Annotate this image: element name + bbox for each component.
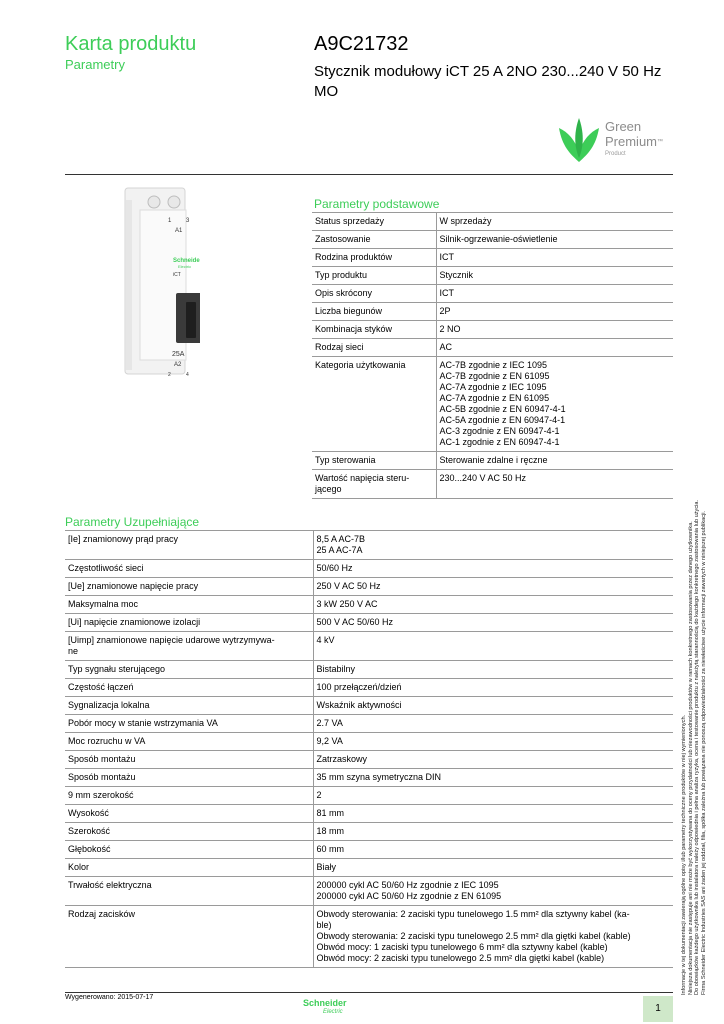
param-name: [Ue] znamionowe napięcie pracy <box>65 578 313 596</box>
extra-param-row <box>65 531 673 560</box>
param-value: Obwody sterowania: 2 zaciski typu tunelowego 1.5 mm² dla sztywny kabel (ka- ble) Obwody sterowania: 2 zaciski typu tunelowego 2.5 mm² dla giętki kabel (kable) Obwód mocy: 1 zaciski typu tunelowego 6 mm² dla sztywny kabel (kable) Obwód mocy: 2 zaciski typu tunelowego 2.5 mm² dla giętki kabel (kable) <box>313 906 673 968</box>
param-name: 9 mm szerokość <box>65 787 313 805</box>
param-value: W sprzedaży <box>436 213 673 231</box>
green-premium-line1: Green <box>605 119 642 134</box>
basic-param-row <box>312 231 673 249</box>
terminal-screw-icon <box>148 196 160 208</box>
param-value: 60 mm <box>313 841 673 859</box>
param-value: 200000 cykl AC 50/60 Hz zgodnie z IEC 1095 200000 cykl AC 50/60 Hz zgodnie z EN 61095 <box>313 877 673 906</box>
header-divider <box>65 174 673 175</box>
footer-brand: Schneider <box>303 998 347 1008</box>
param-value: 250 V AC 50 Hz <box>313 578 673 596</box>
image-model: iCT <box>173 272 181 278</box>
leaf-icon <box>556 114 602 164</box>
param-value: 81 mm <box>313 805 673 823</box>
basic-params-title: Parametry podstawowe <box>314 197 440 211</box>
generated-date: Wygenerowano: 2015-07-17 <box>65 994 154 1001</box>
param-value: Stycznik <box>436 267 673 285</box>
terminal-label: 3 <box>186 218 190 224</box>
extra-param-row <box>65 823 673 841</box>
param-value: 50/60 Hz <box>313 560 673 578</box>
extra-param-row <box>65 906 673 968</box>
param-name: Wysokość <box>65 805 313 823</box>
extra-param-row <box>65 805 673 823</box>
disclaimer-line: Informacje w tej dokumentacji zawierają ogólne opisy i/lub parametry techniczne produktów w niej wymienionych. <box>681 714 687 995</box>
param-name: Status sprzedaży <box>312 213 436 231</box>
param-name: Kolor <box>65 859 313 877</box>
basic-param-row <box>312 303 673 321</box>
param-value: 2 <box>313 787 673 805</box>
param-name: Rodzaj zacisków <box>65 906 313 968</box>
param-name: Typ sygnału sterującego <box>65 661 313 679</box>
basic-param-row <box>312 357 673 452</box>
basic-param-row <box>312 267 673 285</box>
param-value: 18 mm <box>313 823 673 841</box>
param-name: Maksymalna moc <box>65 596 313 614</box>
param-value: ICT <box>436 285 673 303</box>
extra-param-row <box>65 787 673 805</box>
extra-param-row <box>65 614 673 632</box>
extra-param-row <box>65 578 673 596</box>
extra-params-title: Parametry Uzupełniające <box>65 515 200 529</box>
param-value: Silnik-ogrzewanie-oświetlenie <box>436 231 673 249</box>
extra-param-row <box>65 697 673 715</box>
param-name: Typ sterowania <box>312 452 436 470</box>
extra-param-row <box>65 560 673 578</box>
extra-param-row <box>65 751 673 769</box>
green-premium-word: Premium <box>605 134 658 149</box>
image-brand: Schneider <box>173 258 200 264</box>
param-name: Wartość napięcia steru- jącego <box>312 470 436 499</box>
param-value: 8,5 A AC-7B 25 A AC-7A <box>313 531 673 560</box>
param-name: Rodzaj sieci <box>312 339 436 357</box>
extra-param-row <box>65 859 673 877</box>
terminal-label: 2 <box>168 372 171 378</box>
image-rating: 25A <box>172 351 185 358</box>
param-value: 230...240 V AC 50 Hz <box>436 470 673 499</box>
extra-param-row <box>65 877 673 906</box>
extra-param-row <box>65 679 673 697</box>
extra-params-table <box>65 530 673 968</box>
side-disclaimer <box>681 295 707 995</box>
param-value: 500 V AC 50/60 Hz <box>313 614 673 632</box>
param-value: 4 kV <box>313 632 673 661</box>
param-value: 3 kW 250 V AC <box>313 596 673 614</box>
param-value: Biały <box>313 859 673 877</box>
param-name: [Ie] znamionowy prąd pracy <box>65 531 313 560</box>
param-name: Sposób montażu <box>65 751 313 769</box>
param-value: Bistabilny <box>313 661 673 679</box>
extra-param-row <box>65 661 673 679</box>
extra-param-row <box>65 596 673 614</box>
green-premium-tm: ™ <box>657 139 664 145</box>
disclaimer-line: Firma Schneider Electric Industries SAS ani żaden jej oddział, filia, spółka zależna lub powiązana nie ponoszą odpowiedzialności za niewłaściwe użycie informacji zawartych w niniejszej publikacji. <box>700 510 707 995</box>
product-reference: A9C21732 <box>314 33 409 55</box>
param-name: [Ui] napięcie znamionowe izolacji <box>65 614 313 632</box>
product-image <box>120 180 200 380</box>
param-value: ICT <box>436 249 673 267</box>
param-value: 9,2 VA <box>313 733 673 751</box>
param-value: 100 przełączeń/dzień <box>313 679 673 697</box>
param-name: Sygnalizacja lokalna <box>65 697 313 715</box>
param-value: Zatrzaskowy <box>313 751 673 769</box>
param-name: [Uimp] znamionowe napięcie udarowe wytrzymywa- ne <box>65 632 313 661</box>
extra-param-row <box>65 632 673 661</box>
basic-param-row <box>312 213 673 231</box>
param-value: AC <box>436 339 673 357</box>
footer-divider <box>65 992 673 993</box>
param-name: Typ produktu <box>312 267 436 285</box>
footer-brand-sub: Electric <box>323 1009 343 1014</box>
page-number: 1 <box>643 996 673 1022</box>
coil-label-a1: A1 <box>175 228 183 234</box>
param-name: Zastosowanie <box>312 231 436 249</box>
param-value: 2P <box>436 303 673 321</box>
basic-param-row <box>312 470 673 499</box>
param-value: 2 NO <box>436 321 673 339</box>
extra-param-row <box>65 733 673 751</box>
green-premium-line2 <box>605 135 663 149</box>
param-name: Częstość łączeń <box>65 679 313 697</box>
green-premium-line3: Product <box>605 151 626 157</box>
basic-param-row <box>312 249 673 267</box>
param-name: Trwałość elektryczna <box>65 877 313 906</box>
schneider-logo <box>303 998 363 1014</box>
disclaimer-line: Do obowiązków każdego użytkownika lub instalatora należy odpowiednia i pełna analiza ryzyka, ocena i testowanie produktu z należytą starannością do każdego konkretnego zastosowania lub użycia. <box>694 499 701 995</box>
image-brand-sub: Electric <box>178 264 192 269</box>
param-name: Szerokość <box>65 823 313 841</box>
product-description: Stycznik modułowy iCT 25 A 2NO 230...240 V 50 Hz MO <box>314 63 662 100</box>
basic-param-row <box>312 452 673 470</box>
disclaimer-line: Niniejsza dokumentacja nie zastępuje ani nie może być wykorzystywana do oceny przydatności lub niezawodności produktów w ramach konkretnego zastosowania przez danego użytkownika. <box>687 521 694 995</box>
param-name: Głębokość <box>65 841 313 859</box>
param-name: Kategoria użytkowania <box>312 357 436 452</box>
param-name: Rodzina produktów <box>312 249 436 267</box>
basic-param-row <box>312 285 673 303</box>
green-premium-logo <box>556 114 676 164</box>
param-value: AC-7B zgodnie z IEC 1095 AC-7B zgodnie z EN 61095 AC-7A zgodnie z IEC 1095 AC-7A zgodnie z EN 61095 AC-5B zgodnie z EN 60947-4-1 AC-5A zgodnie z EN 60947-4-1 AC-3 zgodnie z EN 60947-4-1 AC-1 zgodnie z EN 60947-4-1 <box>436 357 673 452</box>
basic-param-row <box>312 339 673 357</box>
param-value: 35 mm szyna symetryczna DIN <box>313 769 673 787</box>
param-name: Sposób montażu <box>65 769 313 787</box>
param-name: Moc rozruchu w VA <box>65 733 313 751</box>
doc-subtitle: Parametry <box>65 57 125 72</box>
param-name: Częstotliwość sieci <box>65 560 313 578</box>
param-name: Kombinacja styków <box>312 321 436 339</box>
param-name: Liczba biegunów <box>312 303 436 321</box>
param-name: Pobór mocy w stanie wstrzymania VA <box>65 715 313 733</box>
basic-param-row <box>312 321 673 339</box>
terminal-label: 4 <box>186 372 189 378</box>
extra-param-row <box>65 841 673 859</box>
extra-param-row <box>65 769 673 787</box>
doc-title: Karta produktu <box>65 33 197 55</box>
basic-params-table <box>312 212 673 499</box>
extra-param-row <box>65 715 673 733</box>
param-name: Opis skrócony <box>312 285 436 303</box>
param-value: Wskaźnik aktywności <box>313 697 673 715</box>
terminal-label: 1 <box>168 218 172 224</box>
coil-label-a2: A2 <box>174 362 182 368</box>
param-value: 2.7 VA <box>313 715 673 733</box>
terminal-screw-icon <box>168 196 180 208</box>
param-value: Sterowanie zdalne i ręczne <box>436 452 673 470</box>
